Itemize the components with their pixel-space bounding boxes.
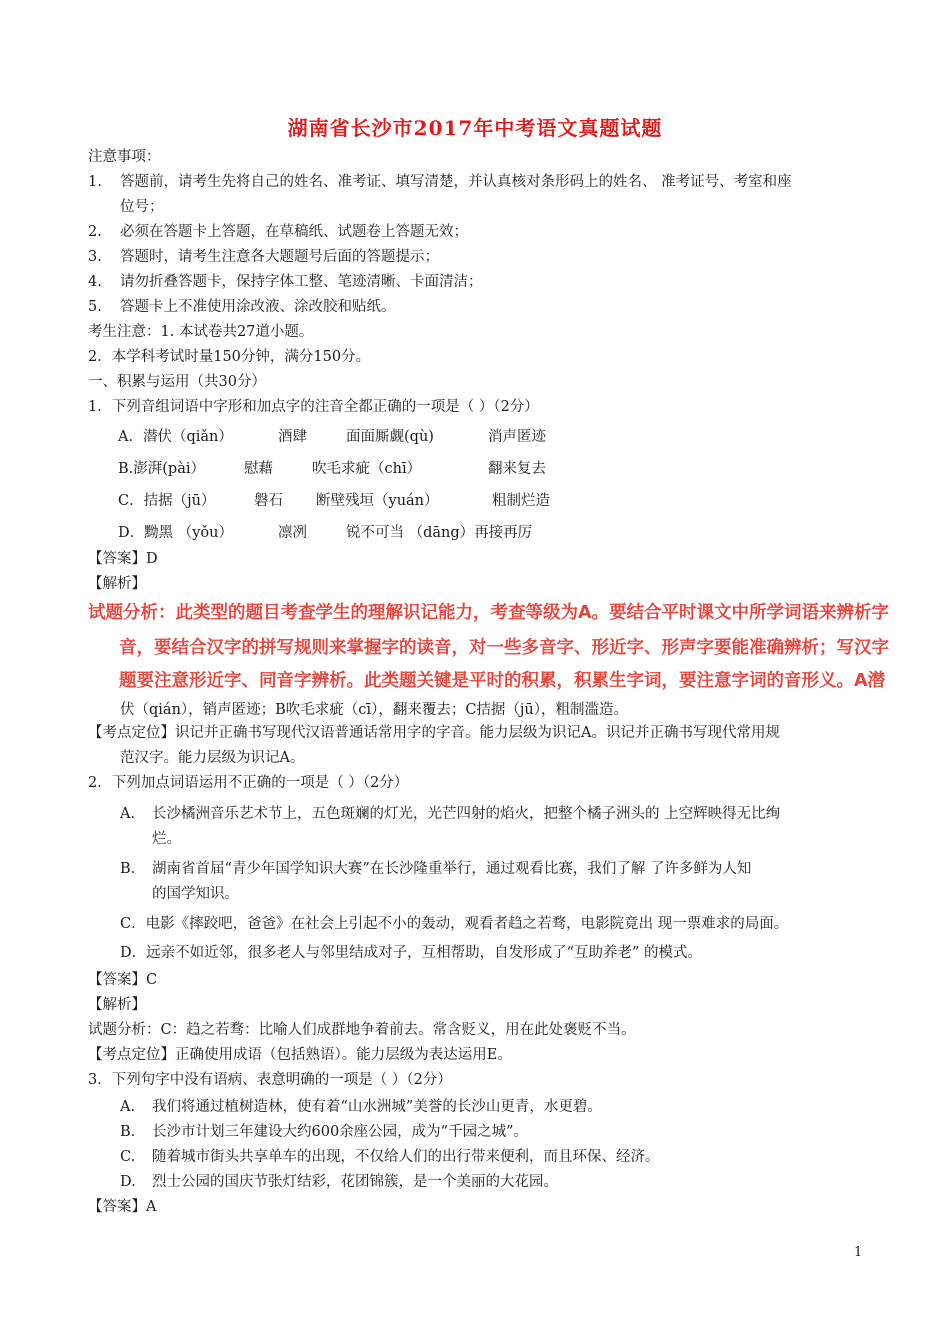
q2-option-c: C．电影《摔跤吧，爸爸》在社会上引起不小的轰动，观看者趋之若骛，电影院竟出 现一票难求的局面。 bbox=[120, 916, 789, 932]
page-number: 1 bbox=[854, 1245, 863, 1260]
candidate-note-2: 2．本学科考试时量150分钟，满分150分。 bbox=[88, 349, 371, 365]
q1-analysis-line-2: 音，要结合汉字的拼写规则来掌握字的读音，对一些多音字、形近字、形声字要能准确辨析；写汉字 bbox=[119, 638, 889, 658]
q2-option-b: B. 湖南省首届“青少年国学知识大赛”在长沙隆重举行，通过观看比赛，我们了解 了许多鲜为人知 bbox=[120, 861, 752, 877]
note-item-4: 4. 请勿折叠答题卡，保持字体工整、笔迹清晰、卡面清洁； bbox=[88, 274, 483, 290]
q2-stem: 2．下列加点词语运用不正确的一项是（ ）（2分） bbox=[88, 775, 409, 791]
notes-heading: 注意事项： bbox=[88, 149, 161, 165]
q2-option-d: D．远亲不如近邻，很多老人与邻里结成对子，互相帮助，自发形成了“互助养老” 的模式。 bbox=[120, 945, 703, 961]
q1-option-c: C．拮据（jū） 磐石 断壁残垣（yuán） 粗制烂造 bbox=[118, 493, 550, 509]
section-heading: 一、积累与运用（共30分） bbox=[88, 374, 266, 390]
q1-analysis-label: 【解析】 bbox=[88, 576, 146, 592]
q2-kaodian: 【考点定位】正确使用成语（包括熟语）。能力层级为表达运用E。 bbox=[88, 1047, 512, 1063]
q1-kaodian-2: 范汉字。能力层级为识记A。 bbox=[120, 750, 305, 766]
note-item-1: 1. 答题前，请考生先将自己的姓名、准考证、填写清楚，并认真核对条形码上的姓名、 准考证号、考室和座 bbox=[88, 174, 792, 190]
q3-option-c: C. 随着城市街头共享单车的出现，不仅给人们的出行带来便利，而且环保、经济。 bbox=[120, 1149, 660, 1165]
q2-answer: 【答案】C bbox=[88, 972, 158, 988]
note-item-1-cont: 位号； bbox=[120, 199, 164, 215]
q1-option-b: B.澎湃(pài） 慰藉 吹毛求疵（chī） 翻来复去 bbox=[118, 461, 546, 477]
q1-kaodian-1: 【考点定位】识记并正确书写现代汉语普通话常用字的字音。能力层级为识记A。识记并正确书写现代常用规 bbox=[88, 725, 780, 741]
q1-option-d: D．黝黑 （yǒu） 凛冽 锐不可当 （dāng）再接再厉 bbox=[118, 525, 533, 541]
q1-stem: 1．下列音组词语中字形和加点字的注音全都正确的一项是（ ）（2分） bbox=[88, 399, 539, 415]
q1-analysis-line-3: 题要注意形近字、同音字辨析。此类题关键是平时的积累，积累生字词，要注意字词的音形义。A潜 bbox=[119, 671, 886, 691]
note-item-5: 5. 答题卡上不准使用涂改液、涂改胶和贴纸。 bbox=[88, 299, 396, 315]
note-item-2: 2. 必须在答题卡上答题，在草稿纸、试题卷上答题无效； bbox=[88, 224, 468, 240]
q1-answer: 【答案】D bbox=[88, 551, 158, 567]
q2-option-a-cont: 烂。 bbox=[152, 831, 181, 847]
note-item-3: 3. 答题时，请考生注意各大题题号后面的答题提示； bbox=[88, 249, 439, 265]
q2-analysis-label: 【解析】 bbox=[88, 997, 146, 1013]
q3-option-b: B. 长沙市计划三年建设大约600余座公园，成为“千园之城”。 bbox=[120, 1124, 528, 1140]
q1-analysis-line-1: 试题分析：此类型的题目考查学生的理解识记能力，考查等级为A。要结合平时课文中所学词语来辨析字 bbox=[88, 603, 890, 623]
q2-option-a: A. 长沙橘洲音乐艺术节上，五色斑斓的灯光，光芒四射的焰火，把整个橘子洲头的 上空辉映得无比绚 bbox=[120, 806, 781, 822]
q2-option-b-cont: 的国学知识。 bbox=[152, 886, 239, 902]
exam-title: 湖南省长沙市2017年中考语文真题试题 bbox=[287, 116, 663, 140]
q1-option-a: A．潜伏（qiǎn） 酒肆 面面厮觑(qù) 消声匿迹 bbox=[118, 429, 546, 445]
candidate-note-1: 考生注意：1. 本试卷共27道小题。 bbox=[88, 324, 314, 340]
q3-stem: 3．下列句字中没有语病、表意明确的一项是（ ）（2分） bbox=[88, 1072, 452, 1088]
q1-analysis-tail: 伏（qián），销声匿迹；B吹毛求疵（cī），翻来覆去；C拮据（jū），粗制滥造。 bbox=[120, 702, 628, 718]
q2-analysis: 试题分析：C：趋之若骛：比喻人们成群地争着前去。常含贬义，用在此处褒贬不当。 bbox=[88, 1022, 636, 1038]
q3-option-a: A. 我们将通过植树造林，使有着“山水洲城”美誉的长沙山更青，水更碧。 bbox=[120, 1099, 602, 1115]
q3-option-d: D. 烈士公园的国庆节张灯结彩，花团锦簇，是一个美丽的大花园。 bbox=[120, 1174, 558, 1190]
q3-answer: 【答案】A bbox=[88, 1199, 157, 1215]
